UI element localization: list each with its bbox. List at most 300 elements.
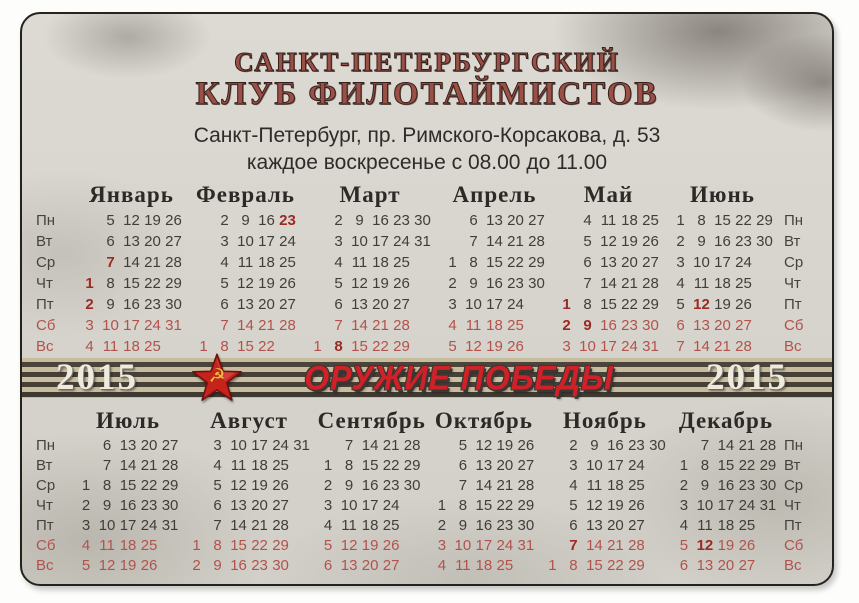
month-row	[670, 252, 775, 273]
weekday-label-Пт: Пт	[784, 296, 802, 313]
day-29: 29	[759, 457, 777, 474]
day-13: 13	[230, 497, 247, 514]
day-12: 12	[475, 437, 493, 454]
month-row	[79, 210, 184, 231]
day-25: 25	[642, 212, 659, 229]
month-row	[442, 231, 547, 252]
weekday-label-Чт: Чт	[783, 497, 801, 514]
weekday-labels-left	[36, 406, 70, 576]
day-2: 2	[562, 317, 571, 334]
day-4: 4	[679, 517, 689, 534]
day-26: 26	[628, 497, 645, 514]
day-1: 1	[437, 497, 447, 514]
day-18: 18	[717, 517, 735, 534]
day-26: 26	[165, 212, 182, 229]
day-23: 23	[140, 497, 158, 514]
month-row	[542, 536, 668, 556]
day-24: 24	[738, 497, 756, 514]
day-27: 27	[517, 457, 535, 474]
day-3: 3	[81, 517, 91, 534]
day-23: 23	[393, 212, 410, 229]
day-26: 26	[140, 557, 158, 574]
day-13: 13	[340, 557, 358, 574]
day-18: 18	[621, 212, 638, 229]
month-row	[442, 210, 547, 231]
day-7: 7	[469, 233, 478, 250]
day-14: 14	[123, 254, 140, 271]
day-28: 28	[403, 437, 421, 454]
month-row	[431, 516, 536, 536]
day-27: 27	[628, 517, 645, 534]
day-18: 18	[258, 254, 275, 271]
day-1: 1	[313, 338, 322, 355]
day-21: 21	[714, 338, 731, 355]
months-block-jul-dec	[36, 406, 818, 576]
month-name-november: Ноябрь	[562, 408, 647, 433]
day-11: 11	[600, 212, 617, 229]
day-21: 21	[258, 317, 275, 334]
day-3: 3	[323, 497, 333, 514]
month-august	[186, 406, 312, 576]
day-30: 30	[403, 477, 421, 494]
day-5: 5	[323, 537, 333, 554]
day-1: 1	[323, 457, 333, 474]
day-6: 6	[334, 296, 343, 313]
day-8: 8	[102, 477, 112, 494]
day-24: 24	[621, 338, 638, 355]
day-27: 27	[165, 233, 182, 250]
day-21: 21	[738, 437, 756, 454]
month-row	[76, 516, 181, 536]
st-george-ribbon	[20, 358, 834, 398]
month-october	[431, 406, 536, 576]
month-row	[556, 336, 661, 357]
month-row	[318, 456, 426, 476]
day-11: 11	[693, 275, 710, 292]
weekday-label-Вс: Вс	[36, 338, 54, 355]
day-15: 15	[351, 338, 368, 355]
month-row	[670, 315, 775, 336]
weekday-label-Чт: Чт	[784, 275, 801, 292]
month-row	[307, 210, 433, 231]
month-row	[76, 496, 181, 516]
day-19: 19	[621, 233, 638, 250]
day-5: 5	[458, 437, 468, 454]
day-14: 14	[600, 275, 617, 292]
month-name-august: Август	[210, 408, 288, 433]
day-12: 12	[123, 212, 140, 229]
day-6: 6	[469, 212, 478, 229]
day-11: 11	[465, 317, 482, 334]
month-row	[186, 536, 312, 556]
day-18: 18	[607, 477, 624, 494]
month-row	[76, 436, 181, 456]
day-8: 8	[583, 296, 592, 313]
weekday-labels-right	[784, 180, 818, 357]
day-26: 26	[382, 537, 400, 554]
day-21: 21	[382, 437, 400, 454]
weekday-label-Чт: Чт	[36, 275, 53, 292]
day-19: 19	[144, 212, 161, 229]
day-12: 12	[351, 275, 368, 292]
month-row	[318, 536, 426, 556]
day-2: 2	[323, 477, 333, 494]
day-10: 10	[586, 457, 603, 474]
day-16: 16	[607, 437, 624, 454]
day-28: 28	[735, 338, 752, 355]
day-5: 5	[676, 296, 685, 313]
day-23: 23	[735, 233, 752, 250]
month-row	[193, 231, 298, 252]
day-19: 19	[258, 275, 275, 292]
day-21: 21	[621, 275, 638, 292]
weekday-label-Пн: Пн	[783, 437, 804, 454]
day-23: 23	[507, 275, 524, 292]
day-14: 14	[475, 477, 493, 494]
day-7: 7	[458, 477, 468, 494]
day-22: 22	[607, 557, 624, 574]
day-24: 24	[144, 317, 161, 334]
hammer-sickle-icon: ☭	[208, 365, 226, 387]
day-29: 29	[272, 537, 289, 554]
day-19: 19	[607, 497, 624, 514]
month-row	[673, 556, 778, 576]
day-7: 7	[220, 317, 229, 334]
day-9: 9	[241, 212, 250, 229]
day-8: 8	[213, 537, 222, 554]
day-17: 17	[372, 233, 389, 250]
day-23: 23	[251, 557, 268, 574]
day-7: 7	[102, 457, 112, 474]
day-8: 8	[344, 457, 354, 474]
day-5: 5	[106, 212, 115, 229]
day-13: 13	[586, 517, 603, 534]
month-row	[186, 496, 312, 516]
month-name-may: Май	[583, 182, 634, 207]
day-10: 10	[230, 437, 247, 454]
months-block-jan-jun	[36, 180, 818, 357]
day-22: 22	[144, 275, 161, 292]
day-23: 23	[628, 437, 645, 454]
month-row	[193, 210, 298, 231]
day-24: 24	[496, 537, 514, 554]
month-row	[186, 476, 312, 496]
month-december	[673, 406, 778, 576]
day-1: 1	[199, 338, 208, 355]
day-21: 21	[140, 457, 158, 474]
day-30: 30	[414, 212, 431, 229]
day-21: 21	[144, 254, 161, 271]
weekday-label-Пн: Пн	[36, 437, 56, 454]
day-8: 8	[697, 212, 706, 229]
day-29: 29	[628, 557, 645, 574]
day-11: 11	[455, 557, 471, 574]
day-27: 27	[272, 497, 289, 514]
day-4: 4	[323, 517, 333, 534]
day-1: 1	[676, 212, 685, 229]
day-7: 7	[106, 254, 115, 271]
day-30: 30	[649, 437, 666, 454]
day-20: 20	[714, 317, 731, 334]
day-18: 18	[714, 275, 731, 292]
weekday-label-Вт: Вт	[36, 233, 53, 250]
day-29: 29	[403, 457, 421, 474]
day-25: 25	[382, 517, 400, 534]
day-2: 2	[437, 517, 447, 534]
day-9: 9	[590, 437, 599, 454]
day-3: 3	[679, 497, 689, 514]
day-31: 31	[293, 437, 310, 454]
weekday-labels-right	[784, 406, 818, 576]
day-28: 28	[165, 254, 182, 271]
day-31: 31	[517, 537, 535, 554]
month-row	[307, 231, 433, 252]
day-10: 10	[454, 537, 472, 554]
day-30: 30	[165, 296, 182, 313]
day-8: 8	[469, 254, 478, 271]
day-19: 19	[119, 557, 137, 574]
month-name-february: Февраль	[196, 182, 295, 207]
day-27: 27	[735, 317, 752, 334]
day-19: 19	[361, 537, 379, 554]
day-14: 14	[361, 437, 379, 454]
year-right: 2015	[706, 357, 788, 398]
day-8: 8	[106, 275, 115, 292]
day-9: 9	[458, 517, 468, 534]
month-april	[442, 180, 547, 357]
month-row	[79, 294, 184, 315]
month-row	[193, 273, 298, 294]
weekday-label-Чт: Чт	[36, 497, 53, 514]
month-row	[431, 496, 536, 516]
month-row	[186, 556, 312, 576]
day-11: 11	[99, 537, 115, 554]
day-6: 6	[106, 233, 115, 250]
month-name-january: Январь	[89, 182, 174, 207]
month-row	[556, 294, 661, 315]
day-2: 2	[85, 296, 94, 313]
month-row	[542, 436, 668, 456]
day-21: 21	[372, 317, 389, 334]
day-5: 5	[583, 233, 592, 250]
month-row	[556, 315, 661, 336]
day-2: 2	[220, 212, 229, 229]
day-23: 23	[621, 317, 638, 334]
day-19: 19	[372, 275, 389, 292]
day-26: 26	[735, 296, 752, 313]
day-22: 22	[258, 338, 275, 355]
day-29: 29	[756, 212, 773, 229]
day-22: 22	[621, 296, 638, 313]
day-13: 13	[119, 437, 137, 454]
day-30: 30	[517, 517, 535, 534]
day-15: 15	[586, 557, 603, 574]
day-14: 14	[717, 437, 735, 454]
month-row	[307, 294, 433, 315]
day-28: 28	[642, 275, 659, 292]
month-january	[79, 180, 184, 357]
day-16: 16	[717, 477, 735, 494]
day-28: 28	[759, 437, 777, 454]
day-17: 17	[258, 233, 275, 250]
month-july	[76, 406, 181, 576]
day-22: 22	[507, 254, 524, 271]
day-15: 15	[230, 537, 247, 554]
month-row	[542, 516, 668, 536]
day-26: 26	[279, 275, 296, 292]
day-12: 12	[98, 557, 116, 574]
day-31: 31	[165, 317, 182, 334]
month-row	[673, 456, 778, 476]
day-10: 10	[465, 296, 482, 313]
day-4: 4	[334, 254, 343, 271]
day-19: 19	[486, 338, 503, 355]
day-21: 21	[251, 517, 268, 534]
day-27: 27	[393, 296, 410, 313]
day-21: 21	[496, 477, 514, 494]
day-20: 20	[251, 497, 268, 514]
day-25: 25	[496, 557, 514, 574]
day-25: 25	[507, 317, 524, 334]
day-25: 25	[738, 517, 756, 534]
month-row	[670, 336, 775, 357]
year-left: 2015	[56, 357, 138, 398]
month-row	[79, 315, 184, 336]
month-row	[542, 456, 668, 476]
day-15: 15	[486, 254, 503, 271]
month-row	[670, 231, 775, 252]
meeting-schedule: каждое воскресенье с 08.00 до 11.00	[246, 151, 608, 175]
day-15: 15	[237, 338, 254, 355]
day-11: 11	[230, 457, 247, 474]
day-6: 6	[213, 497, 222, 514]
day-14: 14	[586, 537, 603, 554]
day-9: 9	[213, 557, 222, 574]
month-name-october: Октябрь	[434, 408, 533, 433]
day-12: 12	[465, 338, 482, 355]
day-17: 17	[717, 497, 735, 514]
month-row	[79, 252, 184, 273]
day-10: 10	[579, 338, 596, 355]
day-12: 12	[230, 477, 247, 494]
day-15: 15	[717, 457, 735, 474]
day-3: 3	[213, 437, 222, 454]
day-22: 22	[496, 497, 514, 514]
day-31: 31	[161, 517, 179, 534]
day-15: 15	[361, 457, 379, 474]
weekday-label-Пн: Пн	[36, 212, 56, 229]
day-13: 13	[693, 317, 710, 334]
day-5: 5	[334, 275, 343, 292]
month-row	[186, 436, 312, 456]
day-17: 17	[486, 296, 503, 313]
day-9: 9	[102, 497, 112, 514]
day-11: 11	[586, 477, 603, 494]
month-name-march: Март	[339, 182, 401, 207]
day-15: 15	[123, 275, 140, 292]
day-28: 28	[272, 517, 289, 534]
day-9: 9	[106, 296, 115, 313]
slogan-weapons-of-victory: ОРУЖИЕ ПОБЕДЫ	[304, 358, 614, 398]
month-row	[431, 456, 536, 476]
day-5: 5	[569, 497, 578, 514]
day-14: 14	[351, 317, 368, 334]
month-name-june: Июнь	[690, 182, 755, 207]
month-row	[193, 315, 298, 336]
month-row	[556, 210, 661, 231]
month-february	[193, 180, 298, 357]
day-26: 26	[642, 233, 659, 250]
day-5: 5	[448, 338, 457, 355]
weekday-label-Сб: Сб	[36, 317, 56, 334]
day-16: 16	[486, 275, 503, 292]
day-10: 10	[102, 317, 119, 334]
day-28: 28	[517, 477, 535, 494]
day-9: 9	[355, 212, 364, 229]
month-row	[307, 252, 433, 273]
day-16: 16	[258, 212, 275, 229]
day-4: 4	[583, 212, 592, 229]
day-20: 20	[496, 457, 514, 474]
day-30: 30	[528, 275, 545, 292]
month-june	[670, 180, 775, 357]
day-1: 1	[548, 557, 557, 574]
day-27: 27	[738, 557, 756, 574]
day-18: 18	[361, 517, 379, 534]
weekday-label-Ср: Ср	[784, 254, 804, 271]
day-16: 16	[119, 497, 137, 514]
day-27: 27	[528, 212, 545, 229]
day-21: 21	[507, 233, 524, 250]
day-17: 17	[607, 457, 624, 474]
day-16: 16	[475, 517, 493, 534]
month-row	[76, 536, 181, 556]
day-16: 16	[714, 233, 731, 250]
day-10: 10	[237, 233, 254, 250]
day-8: 8	[700, 457, 710, 474]
month-row	[542, 556, 668, 576]
day-4: 4	[220, 254, 229, 271]
club-title-line1: САНКТ-ПЕТЕРБУРГСКИЙ	[234, 47, 620, 77]
day-9: 9	[700, 477, 710, 494]
day-19: 19	[714, 296, 731, 313]
month-row	[76, 456, 181, 476]
day-2: 2	[334, 212, 343, 229]
day-22: 22	[735, 212, 752, 229]
day-17: 17	[714, 254, 731, 271]
day-10: 10	[98, 517, 116, 534]
day-31: 31	[414, 233, 431, 250]
weekday-label-Вс: Вс	[36, 557, 54, 574]
day-23: 23	[738, 477, 756, 494]
month-november	[542, 406, 668, 576]
day-26: 26	[517, 437, 535, 454]
day-27: 27	[382, 557, 400, 574]
day-8: 8	[334, 338, 343, 355]
weekday-label-Вс: Вс	[784, 338, 802, 355]
day-29: 29	[642, 296, 659, 313]
month-row	[442, 336, 547, 357]
day-4: 4	[437, 557, 447, 574]
month-row	[442, 252, 547, 273]
header	[22, 14, 832, 176]
month-row	[542, 476, 668, 496]
day-14: 14	[119, 457, 137, 474]
day-11: 11	[102, 338, 119, 355]
month-name-april: Апрель	[452, 182, 537, 207]
month-row	[186, 516, 312, 536]
month-row	[79, 336, 184, 357]
